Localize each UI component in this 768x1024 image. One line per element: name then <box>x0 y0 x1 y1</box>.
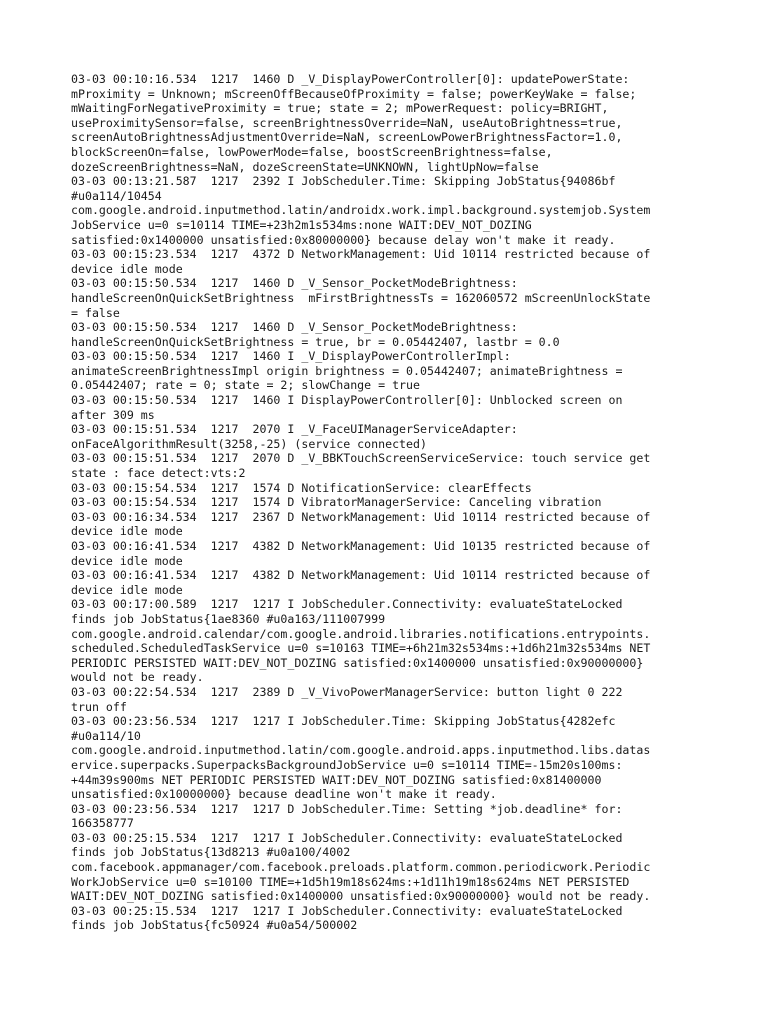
log-line: #u0a114/10454 <box>71 188 162 203</box>
log-line: com.google.android.inputmethod.latin/com.google.android.apps.inputmethod.libs.datas <box>71 743 651 758</box>
log-line: WAIT:DEV_NOT_DOZING satisfied:0x1400000 unsatisfied:0x90000000} would not be ready. <box>71 889 651 904</box>
log-line: onFaceAlgorithmResult(3258,-25) (service connected) <box>71 436 427 451</box>
log-line: 03-03 00:17:00.589 1217 1217 I JobScheduler.Connectivity: evaluateStateLocked <box>71 597 623 612</box>
log-line: 03-03 00:15:50.534 1217 1460 I DisplayPowerController[0]: Unblocked screen on <box>71 393 623 408</box>
log-line: would not be ready. <box>71 670 204 685</box>
log-line: scheduled.ScheduledTaskService u=0 s=10163 TIME=+6h21m32s534ms:+1d6h21m32s534ms NET <box>71 641 651 656</box>
log-line: handleScreenOnQuickSetBrightness = true, br = 0.05442407, lastbr = 0.0 <box>71 334 560 349</box>
log-line: com.facebook.appmanager/com.facebook.preloads.platform.common.periodicwork.Periodic <box>71 860 651 875</box>
log-line: screenAutoBrightnessAdjustmentOverride=NaN, screenLowPowerBrightnessFactor=1.0, <box>71 130 623 145</box>
log-line: PERIODIC PERSISTED WAIT:DEV_NOT_DOZING satisfied:0x1400000 unsatisfied:0x90000000} <box>71 655 644 670</box>
log-line: mWaitingForNegativeProximity = true; state = 2; mPowerRequest: policy=BRIGHT, <box>71 101 609 116</box>
log-line: device idle mode <box>71 582 183 597</box>
log-line: 03-03 00:15:50.534 1217 1460 D _V_Sensor_PocketModeBrightness: <box>71 276 518 291</box>
log-line: mProximity = Unknown; mScreenOffBecauseOfProximity = false; powerKeyWake = false; <box>71 86 637 101</box>
log-line: 03-03 00:15:54.534 1217 1574 D NotificationService: clearEffects <box>71 480 532 495</box>
log-line: device idle mode <box>71 524 183 539</box>
log-line: = false <box>71 305 120 320</box>
log-line: 03-03 00:25:15.534 1217 1217 I JobScheduler.Connectivity: evaluateStateLocked <box>71 830 623 845</box>
log-line: 03-03 00:10:16.534 1217 1460 D _V_DisplayPowerController[0]: updatePowerState: <box>71 72 630 86</box>
log-line: 03-03 00:15:51.534 1217 2070 I _V_FaceUIManagerServiceAdapter: <box>71 422 518 437</box>
log-line: 03-03 00:16:41.534 1217 4382 D NetworkManagement: Uid 10114 restricted because of <box>71 568 651 583</box>
log-line: trun off <box>71 699 127 714</box>
log-line: finds job JobStatus{fc50924 #u0a54/500002 <box>71 918 358 933</box>
log-line: ervice.superpacks.SuperpacksBackgroundJobService u=0 s=10114 TIME=-15m20s100ms: <box>71 757 623 772</box>
log-line: 03-03 00:13:21.587 1217 2392 I JobScheduler.Time: Skipping JobStatus{94086bf <box>71 174 616 189</box>
log-line: 03-03 00:15:50.534 1217 1460 D _V_Sensor_PocketModeBrightness: <box>71 320 518 335</box>
log-line: state : face detect:vts:2 <box>71 466 246 481</box>
log-line: 03-03 00:15:23.534 1217 4372 D NetworkManagement: Uid 10114 restricted because of <box>71 247 651 262</box>
log-line: unsatisfied:0x10000000} because deadline won't make it ready. <box>71 787 497 802</box>
log-line: after 309 ms <box>71 407 155 422</box>
log-line: #u0a114/10 <box>71 728 141 743</box>
log-line: 03-03 00:22:54.534 1217 2389 D _V_VivoPowerManagerService: button light 0 222 <box>71 684 623 699</box>
log-line: WorkJobService u=0 s=10100 TIME=+1d5h19m18s624ms:+1d11h19m18s624ms NET PERSISTED <box>71 874 630 889</box>
log-line: useProximitySensor=false, screenBrightnessOverride=NaN, useAutoBrightness=true, <box>71 115 623 130</box>
log-line: 0.05442407; rate = 0; state = 2; slowChange = true <box>71 378 421 393</box>
log-line: 03-03 00:16:41.534 1217 4382 D NetworkManagement: Uid 10135 restricted because of <box>71 539 651 553</box>
log-line: com.google.android.inputmethod.latin/androidx.work.impl.background.systemjob.System <box>71 203 651 218</box>
log-line: finds job JobStatus{1ae8360 #u0a163/111007999 <box>71 611 386 626</box>
log-text-body <box>71 72 701 933</box>
log-line: handleScreenOnQuickSetBrightness mFirstBrightnessTs = 162060572 mScreenUnlockState <box>71 290 651 305</box>
log-line: 03-03 00:15:51.534 1217 2070 D _V_BBKTouchScreenServiceService: touch service get <box>71 451 651 466</box>
log-line: 03-03 00:15:54.534 1217 1574 D VibratorManagerService: Canceling vibration <box>71 495 602 510</box>
log-line: blockScreenOn=false, lowPowerMode=false, boostScreenBrightness=false, <box>71 144 553 159</box>
log-line: device idle mode <box>71 553 183 568</box>
log-line: animateScreenBrightnessImpl origin brightness = 0.05442407; animateBrightness = <box>71 363 623 378</box>
log-line: finds job JobStatus{13d8213 #u0a100/4002 <box>71 845 351 860</box>
log-line: device idle mode <box>71 261 183 276</box>
log-line: 03-03 00:15:50.534 1217 1460 I _V_DisplayPowerControllerImpl: <box>71 349 511 364</box>
log-line: 03-03 00:25:15.534 1217 1217 I JobScheduler.Connectivity: evaluateStateLocked <box>71 903 623 918</box>
log-line: com.google.android.calendar/com.google.android.libraries.notifications.entrypoints. <box>71 626 651 641</box>
log-line: 03-03 00:23:56.534 1217 1217 I JobScheduler.Time: Skipping JobStatus{4282efc <box>71 714 616 729</box>
log-line: dozeScreenBrightness=NaN, dozeScreenState=UNKNOWN, lightUpNow=false <box>71 159 539 174</box>
log-line: satisfied:0x1400000 unsatisfied:0x80000000} because delay won't make it ready. <box>71 232 616 247</box>
log-line: 166358777 <box>71 816 134 831</box>
log-line: 03-03 00:16:34.534 1217 2367 D NetworkManagement: Uid 10114 restricted because of <box>71 509 651 524</box>
log-line: +44m39s900ms NET PERIODIC PERSISTED WAIT:DEV_NOT_DOZING satisfied:0x81400000 <box>71 772 602 787</box>
log-line: 03-03 00:23:56.534 1217 1217 D JobScheduler.Time: Setting *job.deadline* for: <box>71 801 623 816</box>
log-line: JobService u=0 s=10114 TIME=+23h2m1s534ms:none WAIT:DEV_NOT_DOZING <box>71 217 532 232</box>
